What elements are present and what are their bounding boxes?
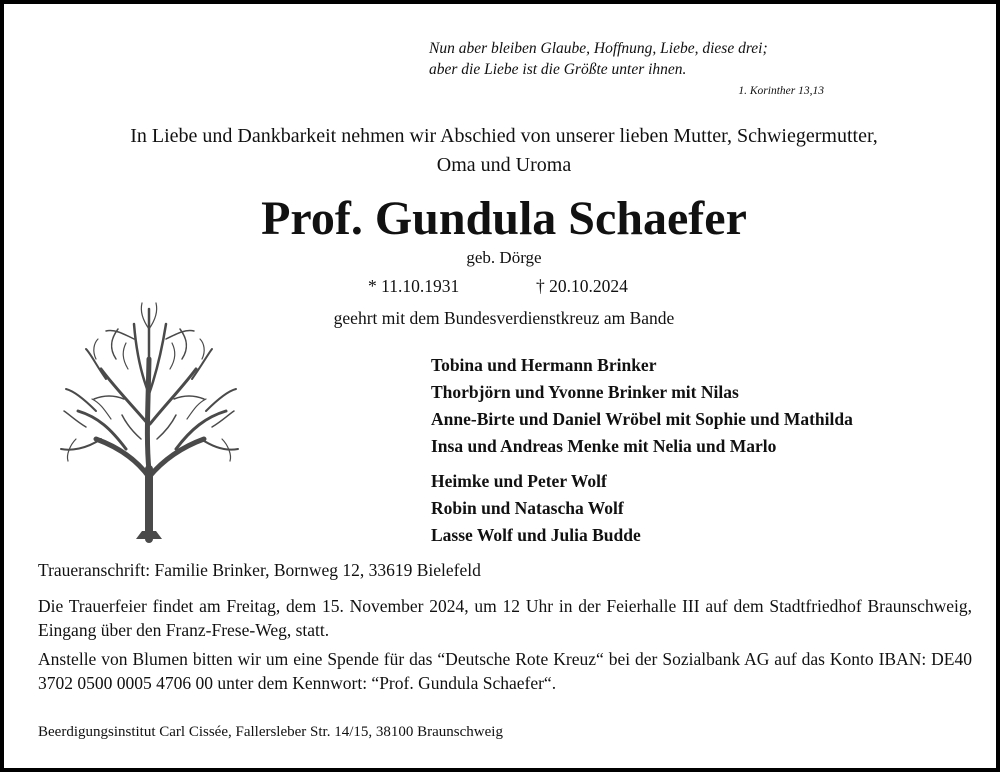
list-item: Anne-Birte und Daniel Wröbel mit Sophie und Mathilda	[431, 409, 853, 429]
honor-line: geehrt mit dem Bundesverdienstkreuz am Bande	[333, 308, 675, 328]
mourners-group-1	[431, 352, 971, 460]
intro-text	[44, 122, 964, 180]
quote-reference: 1. Korinther 13,13	[738, 85, 824, 97]
intro-line-1: In Liebe und Dankbarkeit nehmen wir Abschied von unserer lieben Mutter, Schwiegermutter,	[130, 125, 878, 147]
death-date: † 20.10.2024	[536, 276, 628, 296]
donation-text: Anstelle von Blumen bitten wir um eine Spende für das “Deutsche Rote Kreuz“ bei der Sozialbank AG auf das Konto IBAN: DE40 3702 0500 0005 4706 00 unter dem Kennwort: “Prof. Gundula Schaefer“.	[38, 649, 972, 693]
quote-line-1: Nun aber bleiben Glaube, Hoffnung, Liebe, diese drei;	[429, 40, 768, 57]
list-item: Insa und Andreas Menke mit Nelia und Marlo	[431, 436, 777, 456]
bible-quote	[429, 38, 849, 80]
ceremony-text: Die Trauerfeier findet am Freitag, dem 15. November 2024, um 12 Uhr in der Feierhalle III auf dem Stadtfriedhof Braunschweig, Eingang über den Franz-Frese-Weg, statt.	[38, 596, 972, 640]
list-item: Lasse Wolf und Julia Budde	[431, 525, 641, 545]
tree-icon	[56, 299, 242, 544]
list-item: Robin und Natascha Wolf	[431, 498, 624, 518]
deceased-name: Prof. Gundula Schaefer	[261, 192, 747, 245]
birth-date: * 11.10.1931	[368, 276, 460, 296]
mourners-list	[431, 352, 971, 549]
mourning-address: Traueranschrift: Familie Brinker, Bornweg 12, 33619 Bielefeld	[38, 560, 481, 580]
list-item: Thorbjörn und Yvonne Brinker mit Nilas	[431, 382, 739, 402]
mourners-group-2	[431, 468, 971, 549]
list-item: Tobina und Hermann Brinker	[431, 355, 657, 375]
intro-line-2: Oma und Uroma	[436, 154, 572, 176]
undertaker-line: Beerdigungsinstitut Carl Cissée, Fallersleber Str. 14/15, 38100 Braunschweig	[38, 724, 503, 740]
list-item: Heimke und Peter Wolf	[431, 471, 607, 491]
quote-line-2: aber die Liebe ist die Größte unter ihnen.	[429, 61, 687, 78]
birth-name: geb. Dörge	[466, 248, 542, 267]
